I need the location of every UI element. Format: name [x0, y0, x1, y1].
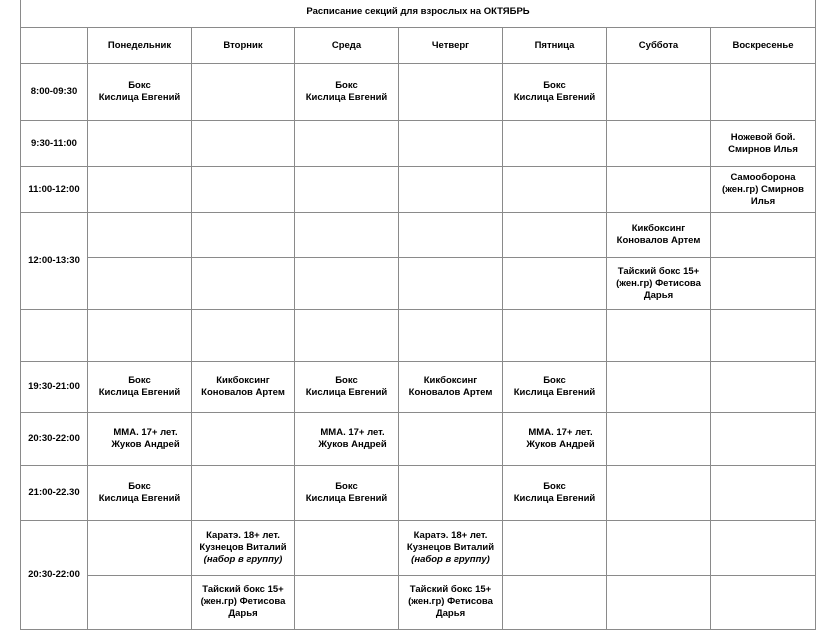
cell-line: (жен.гр) Фетисова: [616, 277, 701, 289]
empty-cell: [711, 361, 816, 412]
title-row: [21, 0, 816, 28]
cell-line: Тайский бокс 15+: [617, 265, 700, 277]
schedule-cell: [607, 258, 711, 310]
schedule-cell: [711, 167, 816, 213]
table-row: [21, 310, 816, 361]
empty-cell: [711, 575, 816, 629]
empty-cell: [711, 213, 816, 258]
cell-line: Бокс: [335, 374, 358, 386]
schedule-cell: [295, 64, 399, 121]
time-slot: 20:30-22:00: [21, 520, 88, 629]
cell-line: Кикбоксинг: [631, 223, 686, 235]
schedule-cell: [399, 520, 503, 575]
cell-line: (жен.гр) Фетисова: [200, 596, 286, 608]
cell-line: ММА. 17+ лет.: [528, 426, 593, 438]
schedule-cell: [88, 465, 192, 520]
empty-cell: [711, 412, 816, 465]
cell-line: Кислица Евгений: [513, 492, 596, 504]
empty-cell: [21, 310, 88, 361]
cell-line: Кислица Евгений: [305, 386, 388, 398]
cell-line: Жуков Андрей: [318, 438, 387, 450]
cell-line: Дарья: [435, 608, 466, 620]
cell-line: Кикбоксинг: [423, 374, 478, 386]
cell-line: Коновалов Артем: [616, 235, 701, 247]
empty-cell: [503, 575, 607, 629]
time-slot: 9:30-11:00: [21, 121, 88, 167]
day-header-monday: Понедельник: [88, 28, 192, 64]
empty-cell: [711, 465, 816, 520]
cell-line: Кислица Евгений: [305, 492, 388, 504]
cell-line: Кислица Евгений: [305, 92, 388, 104]
schedule-cell: [607, 213, 711, 258]
schedule-cell: [88, 64, 192, 121]
cell-line: Коновалов Артем: [408, 386, 493, 398]
empty-cell: [192, 465, 295, 520]
empty-cell: [399, 213, 503, 258]
day-header-saturday: Суббота: [607, 28, 711, 64]
empty-cell: [503, 520, 607, 575]
empty-cell: [607, 361, 711, 412]
empty-cell: [399, 121, 503, 167]
cell-line: (жен.гр) Фетисова: [408, 596, 493, 608]
empty-cell: [399, 167, 503, 213]
empty-cell: [503, 310, 607, 361]
cell-line: Смирнов Илья: [728, 143, 798, 155]
empty-cell: [192, 258, 295, 310]
empty-cell: [503, 213, 607, 258]
table-row: [21, 121, 816, 167]
cell-line: Илья: [750, 195, 776, 207]
empty-cell: [607, 412, 711, 465]
empty-cell: [711, 310, 816, 361]
schedule-cell: [711, 121, 816, 167]
schedule-table: [20, 0, 816, 630]
empty-cell: [295, 213, 399, 258]
empty-cell: [503, 258, 607, 310]
cell-line: Бокс: [128, 480, 151, 492]
cell-line: (жен.гр) Смирнов: [722, 183, 804, 195]
cell-line: Бокс: [543, 480, 566, 492]
cell-line: Жуков Андрей: [111, 438, 180, 450]
empty-cell: [192, 310, 295, 361]
time-slot: 12:00-13:30: [21, 213, 88, 310]
cell-line: ММА. 17+ лет.: [320, 426, 385, 438]
schedule-cell: [399, 575, 503, 629]
day-header-thursday: Четверг: [399, 28, 503, 64]
empty-cell: [192, 167, 295, 213]
table-row: [21, 520, 816, 575]
cell-line: Кислица Евгений: [98, 386, 181, 398]
empty-cell: [607, 310, 711, 361]
cell-line: Дарья: [643, 289, 674, 301]
cell-line: Дарья: [228, 608, 258, 620]
empty-cell: [295, 575, 399, 629]
time-slot: 19:30-21:00: [21, 361, 88, 412]
table-row: [21, 213, 816, 258]
cell-line: (набор в группу): [203, 553, 283, 565]
cell-line: Бокс: [543, 80, 566, 92]
table-row: [21, 575, 816, 629]
schedule-cell: [503, 64, 607, 121]
empty-cell: [711, 520, 816, 575]
empty-cell: [192, 64, 295, 121]
cell-line: Бокс: [128, 374, 151, 386]
empty-cell: [607, 167, 711, 213]
empty-cell: [88, 213, 192, 258]
empty-cell: [295, 121, 399, 167]
empty-cell: [711, 64, 816, 121]
schedule-title: Расписание секций для взрослых на ОКТЯБРЬ: [21, 0, 816, 28]
table-row: [21, 64, 816, 121]
empty-cell: [192, 121, 295, 167]
schedule-cell: [503, 412, 607, 465]
empty-cell: [607, 64, 711, 121]
empty-cell: [503, 121, 607, 167]
time-slot: 21:00-22.30: [21, 465, 88, 520]
empty-cell: [192, 213, 295, 258]
cell-line: Бокс: [335, 480, 358, 492]
empty-cell: [295, 167, 399, 213]
day-header-friday: Пятница: [503, 28, 607, 64]
schedule-cell: [192, 520, 295, 575]
empty-cell: [607, 520, 711, 575]
empty-cell: [607, 465, 711, 520]
cell-line: Каратэ. 18+ лет.: [413, 529, 488, 541]
cell-line: Тайский бокс 15+: [202, 584, 284, 596]
schedule-cell: [88, 412, 192, 465]
corner-cell: [21, 28, 88, 64]
table-row: [21, 258, 816, 310]
empty-cell: [399, 412, 503, 465]
table-row: [21, 465, 816, 520]
table-row: [21, 361, 816, 412]
empty-cell: [88, 258, 192, 310]
cell-line: Жуков Андрей: [526, 438, 595, 450]
cell-line: Кислица Евгений: [98, 92, 181, 104]
header-row: [21, 28, 816, 64]
cell-line: Тайский бокс 15+: [409, 584, 492, 596]
cell-line: Кислица Евгений: [98, 492, 181, 504]
empty-cell: [88, 121, 192, 167]
schedule-cell: [503, 465, 607, 520]
time-slot: 11:00-12:00: [21, 167, 88, 213]
cell-line: Бокс: [543, 374, 566, 386]
table-row: [21, 412, 816, 465]
empty-cell: [295, 520, 399, 575]
cell-line: Кузнецов Виталий: [199, 541, 287, 553]
day-header-tuesday: Вторник: [192, 28, 295, 64]
empty-cell: [88, 575, 192, 629]
day-header-sunday: Воскресенье: [711, 28, 816, 64]
schedule-cell: [88, 361, 192, 412]
cell-line: Кикбоксинг: [216, 374, 270, 386]
day-header-wednesday: Среда: [295, 28, 399, 64]
schedule-cell: [399, 361, 503, 412]
empty-cell: [503, 167, 607, 213]
schedule-cell: [295, 361, 399, 412]
empty-cell: [607, 121, 711, 167]
cell-line: (набор в группу): [411, 553, 490, 565]
cell-line: Бокс: [128, 80, 151, 92]
cell-line: Бокс: [335, 80, 358, 92]
schedule-cell: [295, 465, 399, 520]
empty-cell: [295, 258, 399, 310]
table-row: [21, 167, 816, 213]
cell-line: Самооборона: [730, 171, 796, 183]
cell-line: ММА. 17+ лет.: [113, 426, 178, 438]
empty-cell: [711, 258, 816, 310]
empty-cell: [399, 465, 503, 520]
time-slot: 8:00-09:30: [21, 64, 88, 121]
cell-line: Кузнецов Виталий: [406, 541, 495, 553]
schedule-cell: [295, 412, 399, 465]
empty-cell: [607, 575, 711, 629]
cell-line: Коновалов Артем: [201, 386, 285, 398]
empty-cell: [88, 167, 192, 213]
empty-cell: [399, 258, 503, 310]
empty-cell: [295, 310, 399, 361]
empty-cell: [399, 310, 503, 361]
cell-line: Каратэ. 18+ лет.: [206, 529, 280, 541]
schedule-cell: [192, 575, 295, 629]
cell-line: Ножевой бой.: [730, 131, 796, 143]
empty-cell: [88, 520, 192, 575]
schedule-cell: [503, 361, 607, 412]
empty-cell: [399, 64, 503, 121]
cell-line: Кислица Евгений: [513, 386, 596, 398]
empty-cell: [192, 412, 295, 465]
empty-cell: [88, 310, 192, 361]
schedule-cell: [192, 361, 295, 412]
time-slot: 20:30-22:00: [21, 412, 88, 465]
cell-line: Кислица Евгений: [513, 92, 596, 104]
